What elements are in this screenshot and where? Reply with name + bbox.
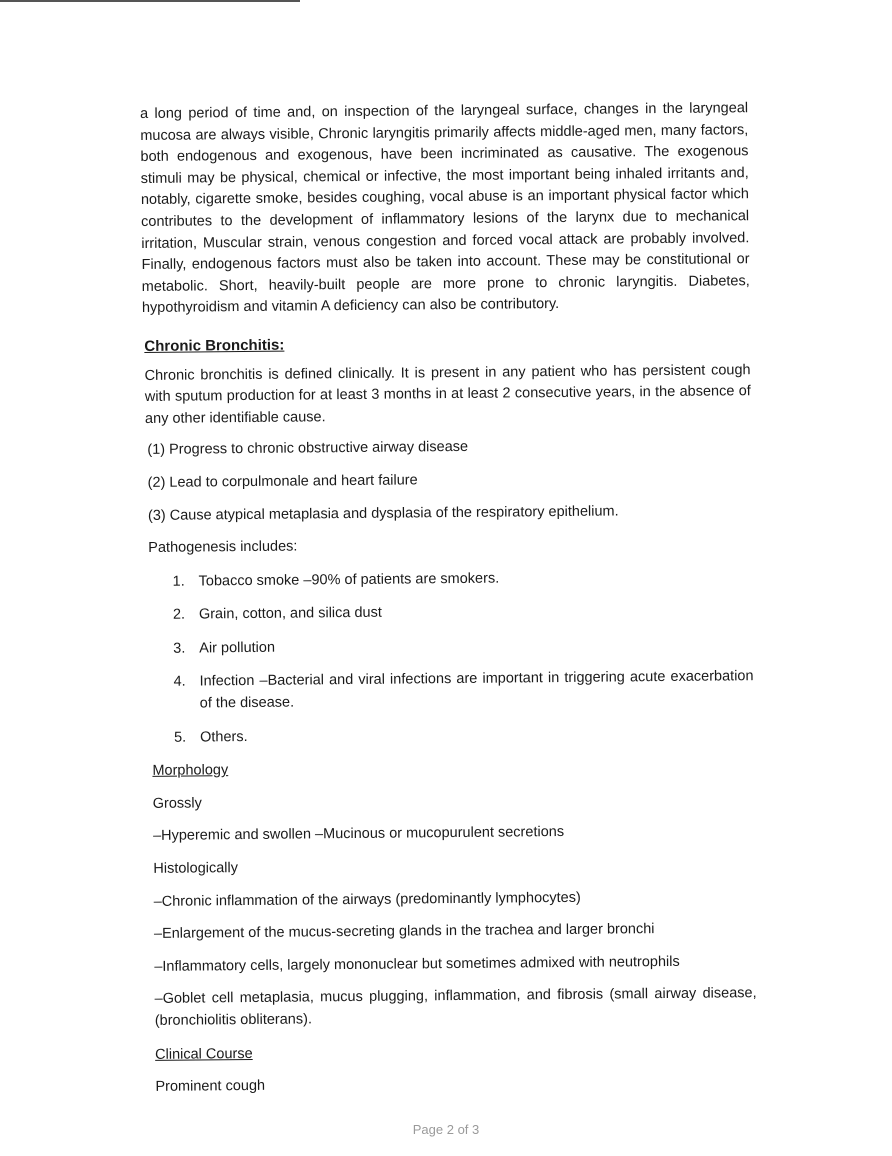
grossly-text: –Hyperemic and swollen –Mucinous or mucopurulent secretions [152,824,565,845]
list-text: Infection –Bacterial and viral infections are important in triggering acute exacerbation of the disease. [199,668,754,712]
list-text: Air pollution [199,639,276,657]
pathogenesis-label: Pathogenesis includes: [148,538,298,557]
list-number: 1. [172,573,185,590]
list-item [173,599,753,626]
list-item [172,566,752,593]
bronchitis-outcomes-list [147,434,752,559]
histology-item: –Enlargement of the mucus-secreting glands in the trachea and larger bronchi [153,921,655,943]
outcome-item: (2) Lead to corpulmonale and heart failure [147,472,418,491]
list-item [174,722,754,749]
pathogenesis-list [172,566,754,749]
scan-edge-line [0,0,300,2]
histology-item: –Goblet cell metaplasia, mucus plugging, inflammation, and fibrosis (small airway disease, (bronchiolitis obliterans). [154,985,757,1029]
histologically-label: Histologically [153,860,239,877]
page-number: Page 2 of 3 [412,1122,480,1137]
grossly-label: Grossly [152,795,202,812]
list-text: Others. [200,728,248,746]
list-number: 3. [173,640,186,657]
bronchitis-definition: Chronic bronchitis is defined clinically. It is present in any patient who has persistent cough with sputum production for at least 3 months in at least 2 consecutive years, in the absence of any other identifiable cause. [144,361,751,427]
list-text: Grain, cotton, and silica dust [198,604,382,623]
outcome-item: (3) Cause atypical metaplasia and dysplasia of the respiratory epithelium. [147,502,619,524]
list-item [173,667,753,716]
list-number: 4. [173,674,186,691]
list-number: 5. [174,729,187,746]
histology-item: –Inflammatory cells, largely mononuclear but sometimes admixed with neutrophils [154,953,680,975]
list-item [173,633,753,660]
page-content [140,98,758,1099]
outcome-item: (1) Progress to chronic obstructive airway disease [147,439,469,459]
list-number: 2. [172,606,186,623]
clinical-item: Prominent cough [155,1078,266,1096]
list-text: Tobacco smoke –90% of patients are smokers. [198,570,500,590]
section-heading-clinical-course: Clinical Course [155,1045,253,1063]
section-heading-chronic-bronchitis: Chronic Bronchitis: [144,336,285,355]
histology-item: –Chronic inflammation of the airways (predominantly lymphocytes) [153,889,581,910]
section-heading-morphology: Morphology [152,762,229,780]
intro-paragraph: a long period of time and, on inspection of the laryngeal surface, changes in the laryngeal mucosa are always visible, Chronic laryngitis primarily affects middle-aged men, many factors, both endogenous and exogenous, have been incriminated as causative. The exogenous stimuli may be physical, chemical or infective, the most important being inhaled irritants and, notably, cigarette smoke, besides coughing, vocal abuse is an important physical factor which contributes to the development of inflammatory lesions of the larynx due to mechanical irritation, Muscular strain, venous congestion and forced vocal attack are probably involved. Finally, endogenous factors must also be taken into account. These may be constitutional or metabolic. Short, heavily-built people are more prone to chronic laryngitis. Diabetes, hypothyroidism and vitamin A deficiency can also be contributory. [140,100,750,317]
